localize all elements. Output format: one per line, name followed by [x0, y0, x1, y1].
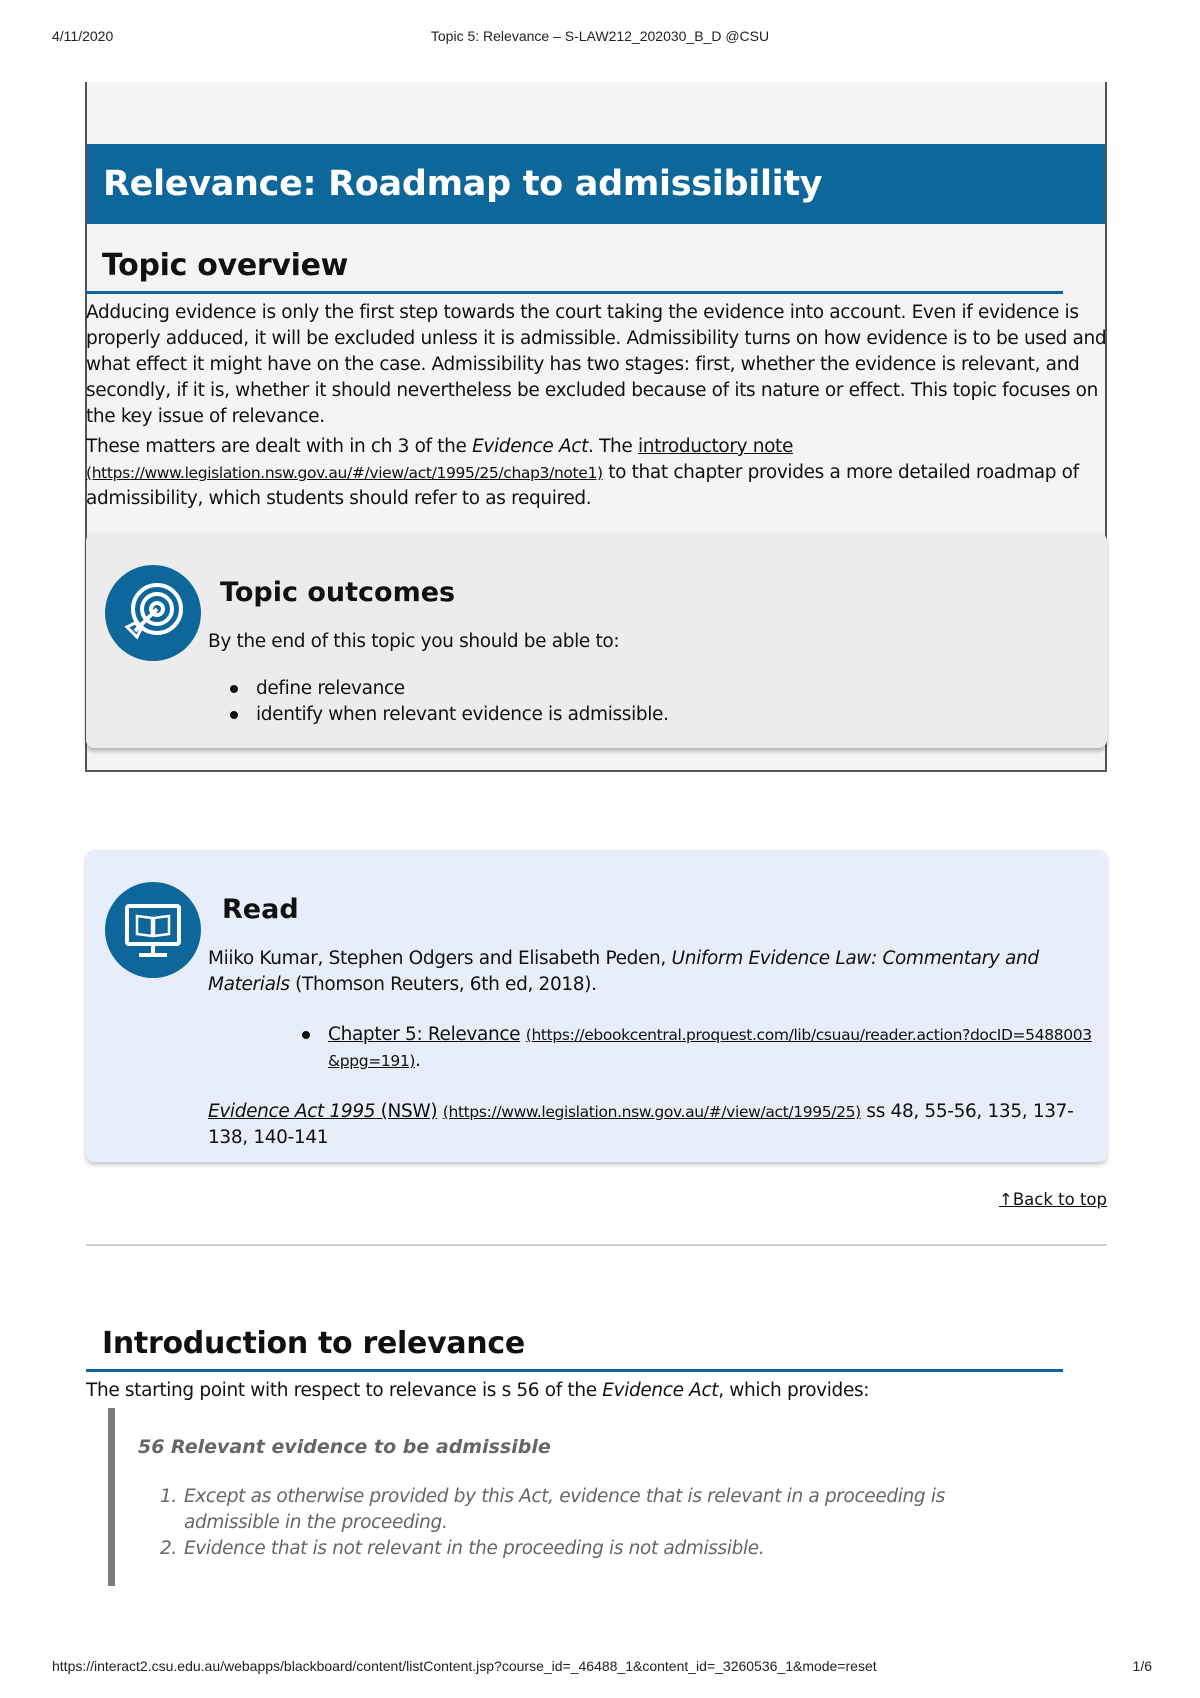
print-page-title: Topic 5: Relevance – S-LAW212_202030_B_D @CSU [430, 28, 770, 44]
list-item: Chapter 5: Relevance (https://ebookcentral.proquest.com/lib/csuau/reader.action?docID=5488003&ppg=191). [302, 1022, 1092, 1074]
introduction-paragraph: The starting point with respect to relevance is s 56 of the Evidence Act, which provides: [86, 1380, 870, 1401]
target-icon [105, 565, 201, 661]
list-item: identify when relevant evidence is admissible. [230, 702, 669, 728]
introduction-heading: Introduction to relevance [102, 1326, 525, 1361]
overview-paragraph-2: These matters are dealt with in ch 3 of the Evidence Act. The introductory note (https://www.legislation.nsw.gov.au/#/view/act/1995/25/chap3/note1) to that chapter provides a more detailed roadmap of admissibility, which students should refer to as required. [86, 436, 1079, 509]
print-url: https://interact2.csu.edu.au/webapps/blackboard/content/listContent.jsp?course_id=_46488_1&content_id=_3260536_1&mode=reset [52, 1658, 877, 1674]
section-divider [86, 1244, 1107, 1246]
print-footer [0, 1658, 1200, 1678]
read-citation: Miiko Kumar, Stephen Odgers and Elisabeth Peden, Uniform Evidence Law: Commentary and Materials (Thomson Reuters, 6th ed, 2018). [208, 948, 1039, 995]
list-item: 2. Evidence that is not relevant in the proceeding is not admissible. [160, 1538, 765, 1559]
section-56-list [160, 1484, 980, 1562]
back-to-top-link[interactable]: ↑Back to top [999, 1190, 1107, 1209]
evidence-act-url[interactable]: (https://www.legislation.nsw.gov.au/#/view/act/1995/25) [442, 1103, 861, 1121]
introductory-note-link[interactable]: introductory note [637, 436, 793, 457]
topic-overview-heading: Topic overview [102, 248, 349, 283]
read-chapter-list [302, 1022, 1092, 1074]
overview-paragraph-1: Adducing evidence is only the first step towards the court taking the evidence into account. Even if evidence is properly adduced, it will be excluded unless it is admissible. Admissibility turns on how evidence is to be used and what effect it might have on the case. Admissibility has two stages: first, whether the evidence is relevant, and secondly, if it is, whether it should nevertheless be excluded because of its nature or effect. This topic focuses on the key issue of relevance. [86, 302, 1107, 427]
introductory-note-url[interactable]: (https://www.legislation.nsw.gov.au/#/view/act/1995/25/chap3/note1) [86, 464, 603, 482]
read-title: Read [222, 894, 299, 925]
topic-outcomes-intro: By the end of this topic you should be able to: [208, 631, 620, 652]
monitor-book-icon [105, 882, 201, 978]
heading-rule [86, 1369, 1063, 1372]
list-item: 1. Except as otherwise provided by this Act, evidence that is relevant in a proceeding is admissible in the proceeding. [160, 1486, 945, 1533]
topic-outcomes-card [86, 533, 1107, 748]
evidence-act-link[interactable]: Evidence Act 1995 (NSW) [208, 1101, 438, 1122]
topic-outcomes-title: Topic outcomes [220, 577, 456, 608]
list-item: define relevance [230, 676, 669, 702]
print-date: 4/11/2020 [52, 28, 114, 44]
heading-rule [86, 291, 1063, 294]
topic-outcomes-list [230, 676, 669, 728]
read-card [86, 850, 1107, 1162]
section-56-title: 56 Relevant evidence to be admissible [138, 1436, 551, 1458]
chapter-5-link[interactable]: Chapter 5: Relevance [328, 1024, 521, 1045]
page-number: 1/6 [1132, 1658, 1152, 1674]
page-title: Relevance: Roadmap to admissibility [103, 164, 823, 204]
blockquote-bar [108, 1408, 115, 1586]
chapter-5-url[interactable]: (https://ebookcentral.proquest.com/lib/csuau/reader.action?docID=5488003&ppg=191) [328, 1026, 1092, 1070]
page-banner [87, 144, 1105, 224]
read-act-reference: Evidence Act 1995 (NSW) (https://www.legislation.nsw.gov.au/#/view/act/1995/25) ss 48, 55-56, 135, 137-138, 140-141 [208, 1101, 1074, 1148]
print-header [0, 28, 1200, 48]
